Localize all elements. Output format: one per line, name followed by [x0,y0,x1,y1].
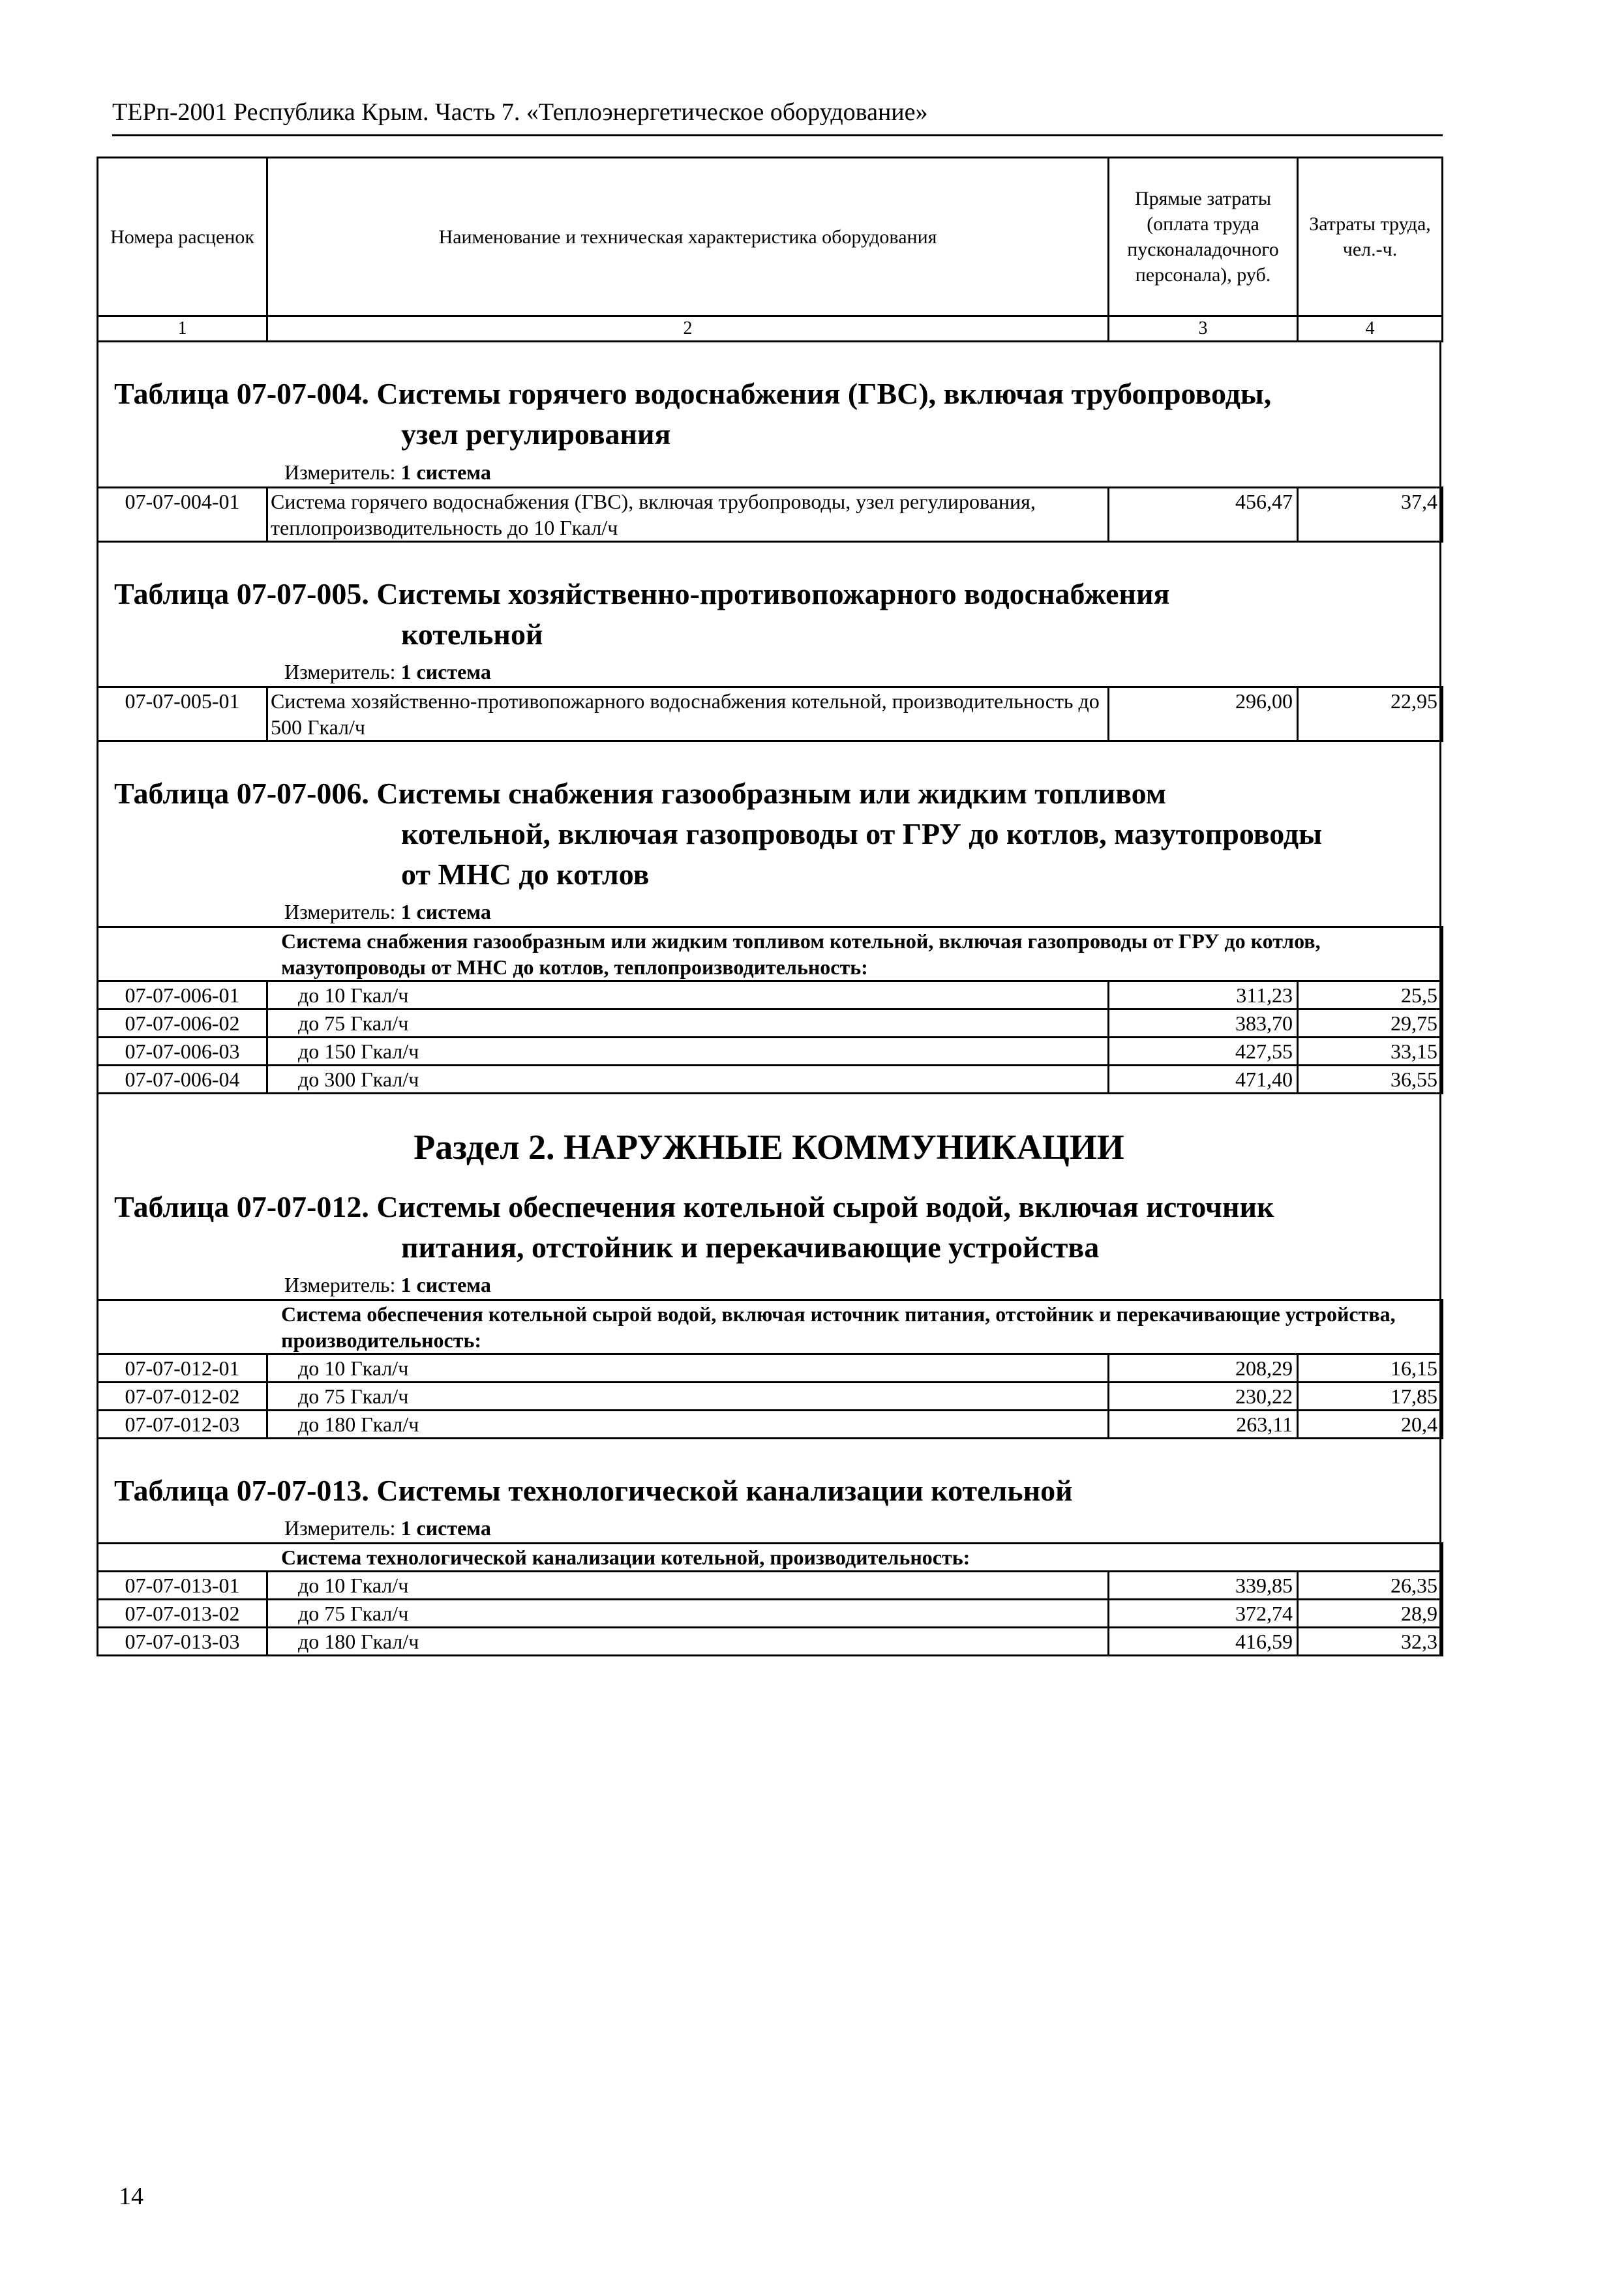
table-row: 07-07-006-04 до 300 Гкал/ч 471,40 36,55 [98,1066,1443,1094]
measure-006: Измеритель: 1 система [284,900,491,924]
running-header: ТЕРп-2001 Республика Крым. Часть 7. «Теплоэнергетическое оборудование» [112,98,1443,136]
col-number-4: 4 [1298,316,1443,342]
measure-005: Измеритель: 1 система [284,659,491,683]
data-table-006 [97,926,1443,1094]
table-title-004: Таблица 07-07-004. Системы горячего водоснабжения (ГВС), включая трубопроводы, узел регулирования [114,377,1272,451]
table-label: Таблица 07-07-005. [114,576,369,610]
col-header-labor: Затраты труда, чел.-ч. [1298,158,1443,316]
table-row: 07-07-013-01 до 10 Гкал/ч 339,85 26,35 [98,1572,1443,1600]
table-label: Таблица 07-07-004. [114,377,369,411]
table-row: 07-07-012-03 до 180 Гкал/ч 263,11 20,4 [98,1411,1443,1439]
table-label: Таблица 07-07-013. [114,1474,369,1508]
group-row: Система технологической канализации котельной, производительность: [98,1544,1443,1572]
page-number: 14 [119,2183,143,2210]
col-header-name: Наименование и техническая характеристика оборудования [267,158,1109,316]
col-number-2: 2 [267,316,1109,342]
data-table-012 [97,1299,1443,1439]
section-title: Раздел 2. НАРУЖНЫЕ КОММУНИКАЦИИ [414,1128,1124,1167]
table-row: 07-07-004-01 Система горячего водоснабжения (ГВС), включая трубопроводы, узел регулирования, теплопроизводительность до 10 Гкал/ч 456,47 37,4 [98,487,1443,541]
table-title-012: Таблица 07-07-012. Системы обеспечения котельной сырой водой, включая источник питания, отстойник и перекачивающие устройства [114,1190,1274,1264]
table-row: 07-07-006-01 до 10 Гкал/ч 311,23 25,5 [98,981,1443,1010]
document-body [97,157,1441,1656]
table-title-013: Таблица 07-07-013. Системы технологической канализации котельной [114,1474,1073,1508]
group-row: Система обеспечения котельной сырой водой, включая источник питания, отстойник и перекачивающие устройства, производительность: [98,1300,1443,1354]
table-row: 07-07-013-02 до 75 Гкал/ч 372,74 28,9 [98,1600,1443,1628]
col-header-cost: Прямые затраты (оплата труда пусконаладочного персонала), руб. [1109,158,1298,316]
table-row: 07-07-006-02 до 75 Гкал/ч 383,70 29,75 [98,1010,1443,1038]
measure-004: Измеритель: 1 система [284,460,491,484]
col-number-3: 3 [1109,316,1298,342]
col-number-1: 1 [98,316,267,342]
data-table-005 [97,686,1443,742]
measure-013: Измеритель: 1 система [284,1516,491,1540]
table-row: 07-07-012-01 до 10 Гкал/ч 208,29 16,15 [98,1354,1443,1383]
data-table-004 [97,486,1443,543]
table-label: Таблица 07-07-006. [114,776,369,810]
table-row: 07-07-013-03 до 180 Гкал/ч 416,59 32,3 [98,1628,1443,1656]
column-header-table [97,157,1443,342]
table-row: 07-07-006-03 до 150 Гкал/ч 427,55 33,15 [98,1038,1443,1066]
col-header-codes: Номера расценок [98,158,267,316]
table-title-005: Таблица 07-07-005. Системы хозяйственно-противопожарного водоснабжения котельной [114,576,1170,651]
data-table-013 [97,1542,1443,1656]
table-title-006: Таблица 07-07-006. Системы снабжения газообразным или жидким топливом котельной, включая газопроводы от ГРУ до котлов, мазутопроводы от МНС до котлов [114,776,1323,891]
table-row: 07-07-012-02 до 75 Гкал/ч 230,22 17,85 [98,1383,1443,1411]
measure-012: Измеритель: 1 система [284,1273,491,1297]
table-row: 07-07-005-01 Система хозяйственно-противопожарного водоснабжения котельной, производительность до 500 Гкал/ч 296,00 22,95 [98,687,1443,741]
table-label: Таблица 07-07-012. [114,1190,369,1224]
tables-frame [97,342,1441,1656]
group-row: Система снабжения газообразным или жидким топливом котельной, включая газопроводы от ГРУ до котлов, мазутопроводы от МНС до котлов, теплопроизводительность: [98,927,1443,981]
